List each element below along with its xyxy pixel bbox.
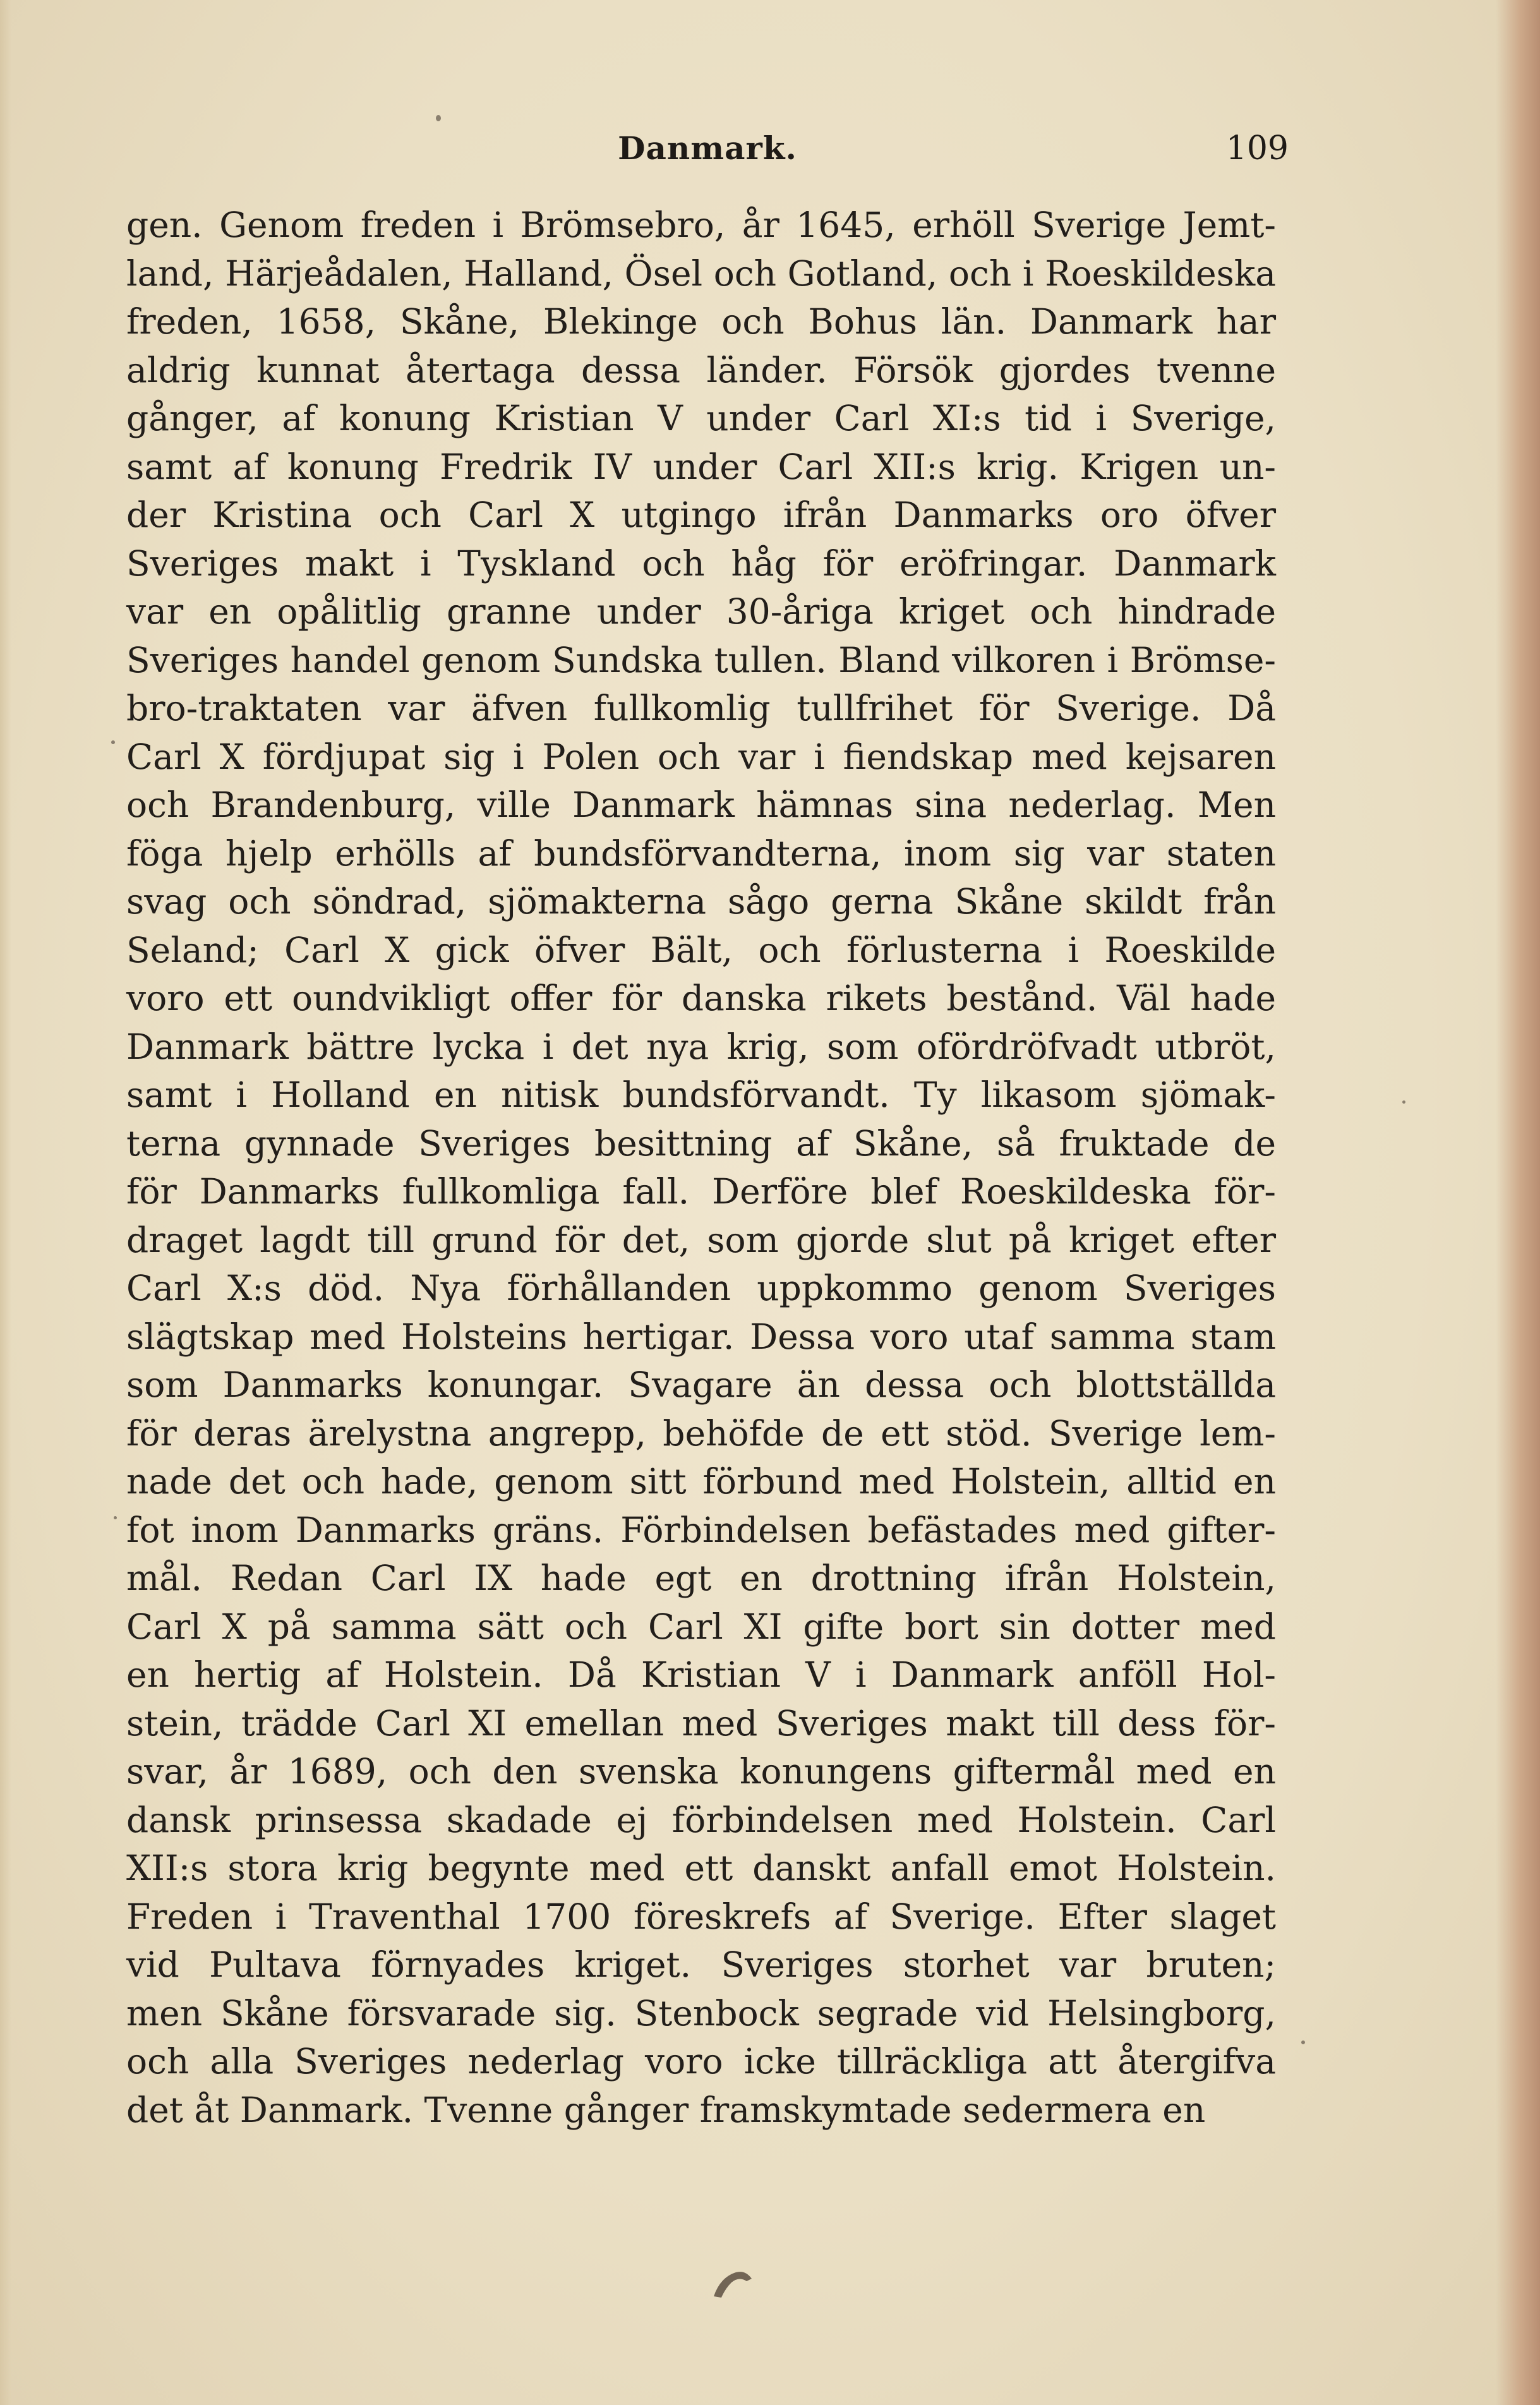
text-line: bro-traktaten var äfven fullkomlig tullfrihet för Sverige. Då xyxy=(126,688,1276,728)
ink-speck xyxy=(1402,1100,1405,1104)
ink-speck xyxy=(436,115,441,121)
page-number: 109 xyxy=(1225,130,1289,167)
text-line: XII:s stora krig begynte med ett danskt anfall emot Holstein. xyxy=(126,1848,1276,1888)
text-line: samt i Holland en nitisk bundsförvandt. Ty likasom sjömak- xyxy=(126,1075,1276,1115)
text-line: mål. Redan Carl IX hade egt en drottning ifrån Holstein, xyxy=(126,1558,1276,1598)
text-line: fot inom Danmarks gräns. Förbindelsen befästades med gifter- xyxy=(126,1509,1276,1550)
text-line: nade det och hade, genom sitt förbund med Holstein, alltid en xyxy=(126,1461,1276,1502)
text-line: Carl X på samma sätt och Carl XI gifte bort sin dotter med xyxy=(126,1606,1276,1647)
page-right-edge xyxy=(1496,0,1540,2405)
body-text xyxy=(126,201,1276,2134)
text-line: Freden i Traventhal 1700 föreskrefs af Sverige. Efter slaget xyxy=(126,1896,1276,1937)
running-title: Danmark. xyxy=(618,130,797,167)
ink-speck xyxy=(111,740,115,744)
text-line: terna gynnade Sveriges besittning af Skåne, så fruktade de xyxy=(126,1123,1276,1164)
page-header xyxy=(126,130,1289,180)
text-line: gen. Genom freden i Brömsebro, år 1645, erhöll Sverige Jemt- xyxy=(126,205,1276,245)
text-line: för Danmarks fullkomliga fall. Derföre blef Roeskildeska för- xyxy=(126,1171,1276,1212)
text-line: Sveriges handel genom Sundska tullen. Bland vilkoren i Brömse- xyxy=(126,639,1276,680)
text-line: var en opålitlig granne under 30-åriga kriget och hindrade xyxy=(126,591,1276,632)
text-line: och alla Sveriges nederlag voro icke tillräckliga att återgifva xyxy=(126,2041,1276,2082)
ink-smudge xyxy=(707,2265,758,2303)
text-line: vid Pultava förnyades kriget. Sveriges storhet var bruten; xyxy=(126,1944,1276,1985)
text-line: samt af konung Fredrik IV under Carl XII:s krig. Krigen un- xyxy=(126,446,1276,487)
ink-speck xyxy=(114,1516,117,1519)
text-line: der Kristina och Carl X utgingo ifrån Danmarks oro öfver xyxy=(126,495,1276,535)
text-line: aldrig kunnat återtaga dessa länder. Försök gjordes tvenne xyxy=(126,349,1276,390)
text-line: svag och söndrad, sjömakterna sågo gerna Skåne skildt från xyxy=(126,881,1276,922)
text-line: men Skåne försvarade sig. Stenbock segrade vid Helsingborg, xyxy=(126,1992,1276,2034)
text-line: dansk prinsessa skadade ej förbindelsen med Holstein. Carl xyxy=(126,1799,1276,1840)
text-line: för deras ärelystna angrepp, behöfde de ett stöd. Sverige lem- xyxy=(126,1413,1276,1454)
text-line: Carl X fördjupat sig i Polen och var i fiendskap med kejsaren xyxy=(126,736,1276,777)
text-line: Carl X:s död. Nya förhållanden uppkommo genom Sveriges xyxy=(126,1268,1276,1308)
text-line: gånger, af konung Kristian V under Carl XI:s tid i Sverige, xyxy=(126,398,1276,438)
page-left-edge xyxy=(0,0,11,2405)
text-line: svar, år 1689, och den svenska konungens giftermål med en xyxy=(126,1751,1276,1792)
text-line: Seland; Carl X gick öfver Bält, och förlusterna i Roeskilde xyxy=(126,929,1276,970)
text-line: som Danmarks konungar. Svagare än dessa och blottställda xyxy=(126,1365,1276,1405)
text-line: Danmark bättre lycka i det nya krig, som ofördröfvadt utbröt, xyxy=(126,1026,1276,1067)
text-line: draget lagdt till grund för det, som gjorde slut på kriget efter xyxy=(126,1219,1276,1260)
text-line: det åt Danmark. Tvenne gånger framskymtade sedermera en xyxy=(126,2089,1206,2130)
text-line: och Brandenburg, ville Danmark hämnas sina nederlag. Men xyxy=(126,785,1276,825)
text-line: slägtskap med Holsteins hertigar. Dessa voro utaf samma stam xyxy=(126,1316,1276,1357)
text-line: Sveriges makt i Tyskland och håg för eröfringar. Danmark xyxy=(126,543,1276,584)
text-line: freden, 1658, Skåne, Blekinge och Bohus län. Danmark har xyxy=(126,301,1276,342)
text-line: en hertig af Holstein. Då Kristian V i Danmark anföll Hol- xyxy=(126,1655,1276,1695)
text-line: stein, trädde Carl XI emellan med Sveriges makt till dess för- xyxy=(126,1703,1276,1744)
ink-speck xyxy=(1301,2040,1305,2044)
text-line: land, Härjeådalen, Halland, Ösel och Gotland, och i Roeskildeska xyxy=(126,253,1276,294)
text-line: föga hjelp erhölls af bundsförvandterna, inom sig var staten xyxy=(126,833,1276,874)
text-line: voro ett oundvikligt offer för danska rikets bestånd. Väl hade xyxy=(126,978,1276,1018)
